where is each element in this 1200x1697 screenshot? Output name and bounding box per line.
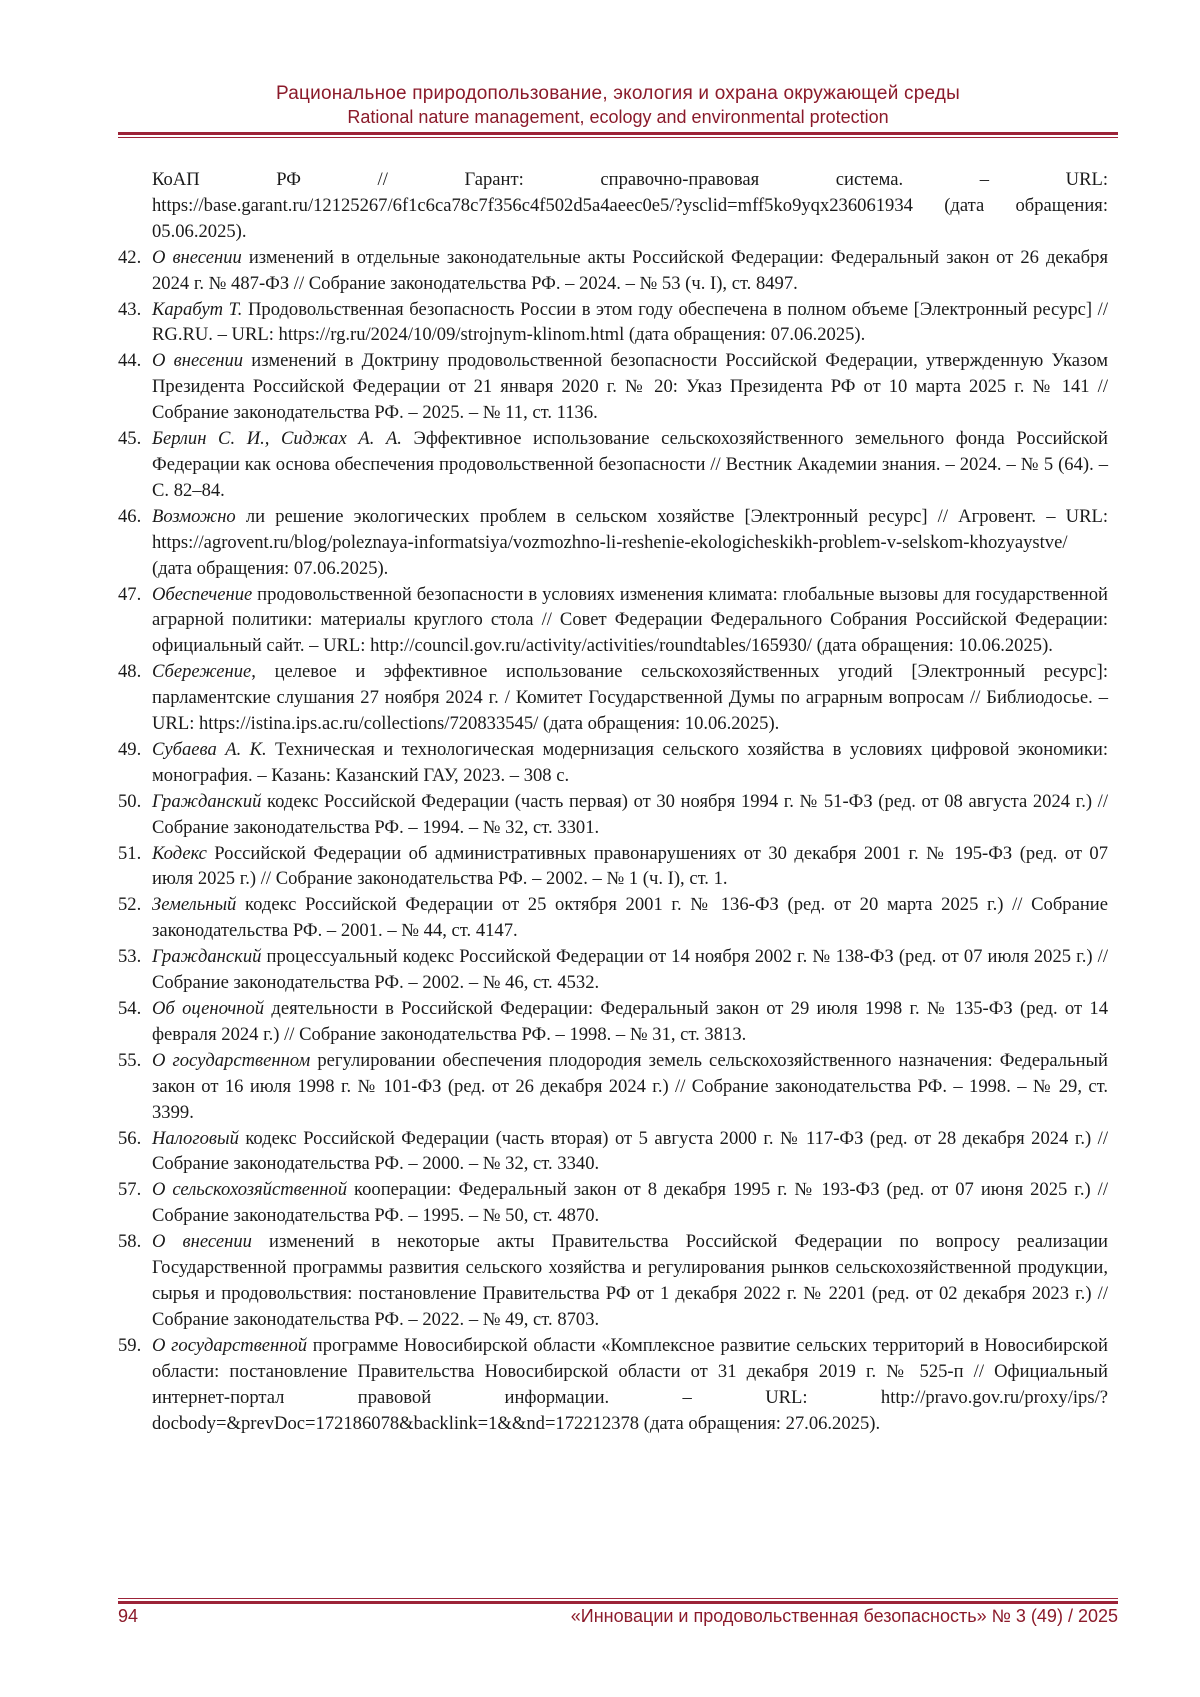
reference-item xyxy=(118,944,1108,996)
reference-body: изменений в отдельные законодательные акты Российской Федерации: Федеральный закон от 26 декабря 2024 г. № 487-ФЗ // Собрание законодательства РФ. – 2024. – № 53 (ч. I), ст. 8497. xyxy=(152,246,1108,294)
reference-text xyxy=(152,996,1108,1048)
reference-text xyxy=(152,245,1108,297)
reference-body: процессуальный кодекс Российской Федерации от 14 ноября 2002 г. № 138-ФЗ (ред. от 07 июля 2025 г.) // Собрание законодательства РФ. – 2002. – № 46, ст. 4532. xyxy=(152,946,1108,994)
reference-body: КоАП РФ // Гарант: справочно-правовая система. – URL: https://base.garant.ru/12125267/6f1c6ca78c7f356c4f502d5a4aeec0e5/?ysclid=mff5ko9yqx236061934 (дата обращения: 05.06.2025). xyxy=(152,169,1108,242)
reference-text xyxy=(152,582,1108,660)
header-rule xyxy=(118,132,1118,138)
reference-item xyxy=(118,659,1108,737)
reference-lead: Карабут Т. xyxy=(152,298,243,320)
reference-body: Эффективное использование сельскохозяйственного земельного фонда Российской Федерации как основа обеспечения продовольственной безопасности // Вестник Академии знания. – 2024. – № 5 (64). – С. 82–84. xyxy=(152,428,1108,501)
reference-lead: Берлин С. И., Сиджах А. А. xyxy=(152,428,402,450)
journal-issue: «Инновации и продовольственная безопасность» № 3 (49) / 2025 xyxy=(570,1606,1118,1626)
reference-item xyxy=(118,582,1108,660)
reference-item xyxy=(118,892,1108,944)
reference-text xyxy=(152,1229,1108,1333)
reference-number: 52. xyxy=(118,894,142,916)
reference-item xyxy=(118,167,1108,245)
reference-item xyxy=(118,996,1108,1048)
reference-number: 51. xyxy=(118,842,142,864)
reference-number: 56. xyxy=(118,1127,142,1149)
reference-number: 50. xyxy=(118,790,142,812)
reference-number: 44. xyxy=(118,350,142,372)
reference-number: 55. xyxy=(118,1049,142,1071)
header-title-en: Rational nature management, ecology and environmental protection xyxy=(347,107,889,127)
reference-text xyxy=(152,1177,1108,1229)
reference-item xyxy=(118,245,1108,297)
reference-text xyxy=(152,348,1108,426)
running-footer xyxy=(118,1606,1118,1627)
reference-body: продовольственной безопасности в условиях изменения климата: глобальные вызовы для государственной аграрной политики: материалы круглого стола // Совет Федерации Федерального Собрания Российской Федерации: официальный сайт. – URL: http://council.gov.ru/activity/activities/roundtables/165930/ (дата обращения: 10.06.2025). xyxy=(152,583,1108,657)
reference-lead: О сельскохозяйственной xyxy=(152,1179,348,1201)
reference-lead: О внесении xyxy=(152,1231,252,1253)
reference-body: кодекс Российской Федерации (часть первая) от 30 ноября 1994 г. № 51-ФЗ (ред. от 08 августа 2024 г.) // Собрание законодательства РФ. – 1994. – № 32, ст. 3301. xyxy=(152,790,1108,838)
reference-item xyxy=(118,789,1108,841)
reference-body: программе Новосибирской области «Комплексное развитие сельских территорий в Новосибирской области: постановление Правительства Новосибирской области от 31 декабря 2019 г. № 525-п // Официальный интернет-портал правовой информации. – URL: http://pravo.gov.ru/proxy/ips/?docbody=&prevDoc=172186078&backlink=1&&nd=172212378 (дата обращения: 27.06.2025). xyxy=(152,1334,1109,1434)
page-number: 94 xyxy=(118,1606,139,1626)
reference-lead: Субаева А. К. xyxy=(152,738,267,760)
reference-body: изменений в Доктрину продовольственной безопасности Российской Федерации, утвержденную Указом Президента Российской Федерации от 21 января 2020 г. № 20: Указ Президента РФ от 10 марта 2025 г. № 141 // Собрание законодательства РФ. – 2025. – № 11, ст. 1136. xyxy=(152,350,1108,424)
reference-number: 53. xyxy=(118,946,142,968)
reference-number: 45. xyxy=(118,428,142,450)
reference-number: 59. xyxy=(118,1334,142,1356)
reference-item xyxy=(118,297,1108,349)
reference-text xyxy=(152,944,1108,996)
reference-number: 54. xyxy=(118,998,142,1019)
reference-item xyxy=(118,841,1108,893)
reference-text xyxy=(152,1048,1108,1126)
running-header xyxy=(118,82,1118,128)
reference-text xyxy=(152,737,1108,789)
reference-lead: Гражданский xyxy=(152,946,262,968)
reference-body: кодекс Российской Федерации от 25 октября 2001 г. № 136-ФЗ (ред. от 20 марта 2025 г.) // Собрание законодательства РФ. – 2001. – № 44, ст. 4147. xyxy=(152,894,1108,942)
reference-text xyxy=(152,841,1108,893)
reference-text xyxy=(152,789,1108,841)
reference-number: 58. xyxy=(118,1231,142,1253)
reference-lead: Земельный xyxy=(152,894,237,916)
reference-text xyxy=(152,1126,1108,1178)
reference-body: кооперации: Федеральный закон от 8 декабря 1995 г. № 193-ФЗ (ред. от 07 июня 2025 г.) // Собрание законодательства РФ. – 1995. – № 50, ст. 4870. xyxy=(152,1179,1108,1227)
reference-lead: Кодекс xyxy=(152,842,207,864)
reference-number: 49. xyxy=(118,738,142,760)
reference-lead: Возможно xyxy=(152,505,236,527)
reference-body: изменений в некоторые акты Правительства Российской Федерации по вопросу реализации Государственной программы развития сельского хозяйства и регулирования рынков сельскохозяйственной продукции, сырья и продовольствия: постановление Правительства РФ от 1 декабря 2022 г. № 2201 (ред. от 02 декабря 2023 г.) // Собрание законодательства РФ. – 2022. – № 49, ст. 8703. xyxy=(152,1231,1108,1330)
reference-text xyxy=(152,504,1108,582)
reference-item xyxy=(118,1333,1108,1437)
reference-body: Продовольственная безопасность России в этом году обеспечена в полном объеме [Электронный ресурс] // RG.RU. – URL: https://rg.ru/2024/10/09/strojnym-klinom.html (дата обращения: 07.06.2025). xyxy=(152,298,1108,346)
reference-text xyxy=(118,167,1108,245)
reference-body: деятельности в Российской Федерации: Федеральный закон от 29 июля 1998 г. № 135-ФЗ (ред. от 14 февраля 2024 г.) // Собрание законодательства РФ. – 1998. – № 31, ст. 3813. xyxy=(152,998,1108,1045)
reference-item xyxy=(118,1048,1108,1126)
reference-lead: О государственном xyxy=(152,1049,311,1071)
reference-number: 47. xyxy=(118,583,142,605)
reference-lead: Гражданский xyxy=(152,790,262,812)
footer-rule xyxy=(118,1598,1118,1604)
reference-text xyxy=(152,659,1108,737)
reference-lead: Обеспечение xyxy=(152,583,253,605)
reference-text xyxy=(152,426,1108,504)
reference-item xyxy=(118,1126,1108,1178)
reference-text xyxy=(152,297,1108,349)
reference-lead: О внесении xyxy=(152,246,242,268)
header-title-ru: Рациональное природопользование, экология и охрана окружающей среды xyxy=(276,83,960,104)
reference-item xyxy=(118,1229,1108,1333)
reference-item xyxy=(118,1177,1108,1229)
reference-lead: Сбережение xyxy=(152,661,252,683)
reference-item xyxy=(118,504,1108,582)
reference-item xyxy=(118,348,1108,426)
reference-lead: Об оценочной xyxy=(152,998,265,1019)
reference-number: 43. xyxy=(118,298,142,320)
reference-body: кодекс Российской Федерации (часть вторая) от 5 августа 2000 г. № 117-ФЗ (ред. от 28 декабря 2024 г.) // Собрание законодательства РФ. – 2000. – № 32, ст. 3340. xyxy=(152,1127,1108,1175)
reference-body: , целевое и эффективное использование сельскохозяйственных угодий [Электронный ресурс]: парламентские слушания 27 ноября 2024 г. / Комитет Государственной Думы по аграрным вопросам // Библиодосье. – URL: https://istina.ips.ac.ru/collections/720833545/ (дата обращения: 10.06.2025). xyxy=(152,661,1108,735)
reference-body: Техническая и технологическая модернизация сельского хозяйства в условиях цифровой экономики: монография. – Казань: Казанский ГАУ, 2023. – 308 с. xyxy=(152,738,1108,786)
reference-body: регулировании обеспечения плодородия земель сельскохозяйственного назначения: Федеральный закон от 16 июля 1998 г. № 101-ФЗ (ред. от 26 декабря 2024 г.) // Собрание законодательства РФ. – 1998. – № 29, ст. 3399. xyxy=(152,1049,1108,1123)
reference-item xyxy=(118,737,1108,789)
reference-number: 42. xyxy=(118,246,142,268)
reference-number: 57. xyxy=(118,1179,142,1201)
reference-number: 46. xyxy=(118,505,142,527)
reference-body: ли решение экологических проблем в сельском хозяйстве [Электронный ресурс] // Агровент. – URL: https://agrovent.ru/blog/poleznaya-informatsiya/vozmozhno-li-reshenie-ekologicheskikh-problem-v-selskom-khozyaystve/ (дата обращения: 07.06.2025). xyxy=(152,505,1108,579)
reference-list xyxy=(118,167,1108,1436)
reference-lead: Налоговый xyxy=(152,1127,239,1149)
reference-body: Российской Федерации об административных правонарушениях от 30 декабря 2001 г. № 195-ФЗ (ред. от 07 июля 2025 г.) // Собрание законодательства РФ. – 2002. – № 1 (ч. I), ст. 1. xyxy=(152,842,1108,890)
reference-lead: О внесении xyxy=(152,350,244,372)
reference-text xyxy=(152,1333,1108,1437)
reference-text xyxy=(152,892,1108,944)
reference-item xyxy=(118,426,1108,504)
reference-number: 48. xyxy=(118,661,142,683)
reference-lead: О государственной xyxy=(152,1334,308,1356)
